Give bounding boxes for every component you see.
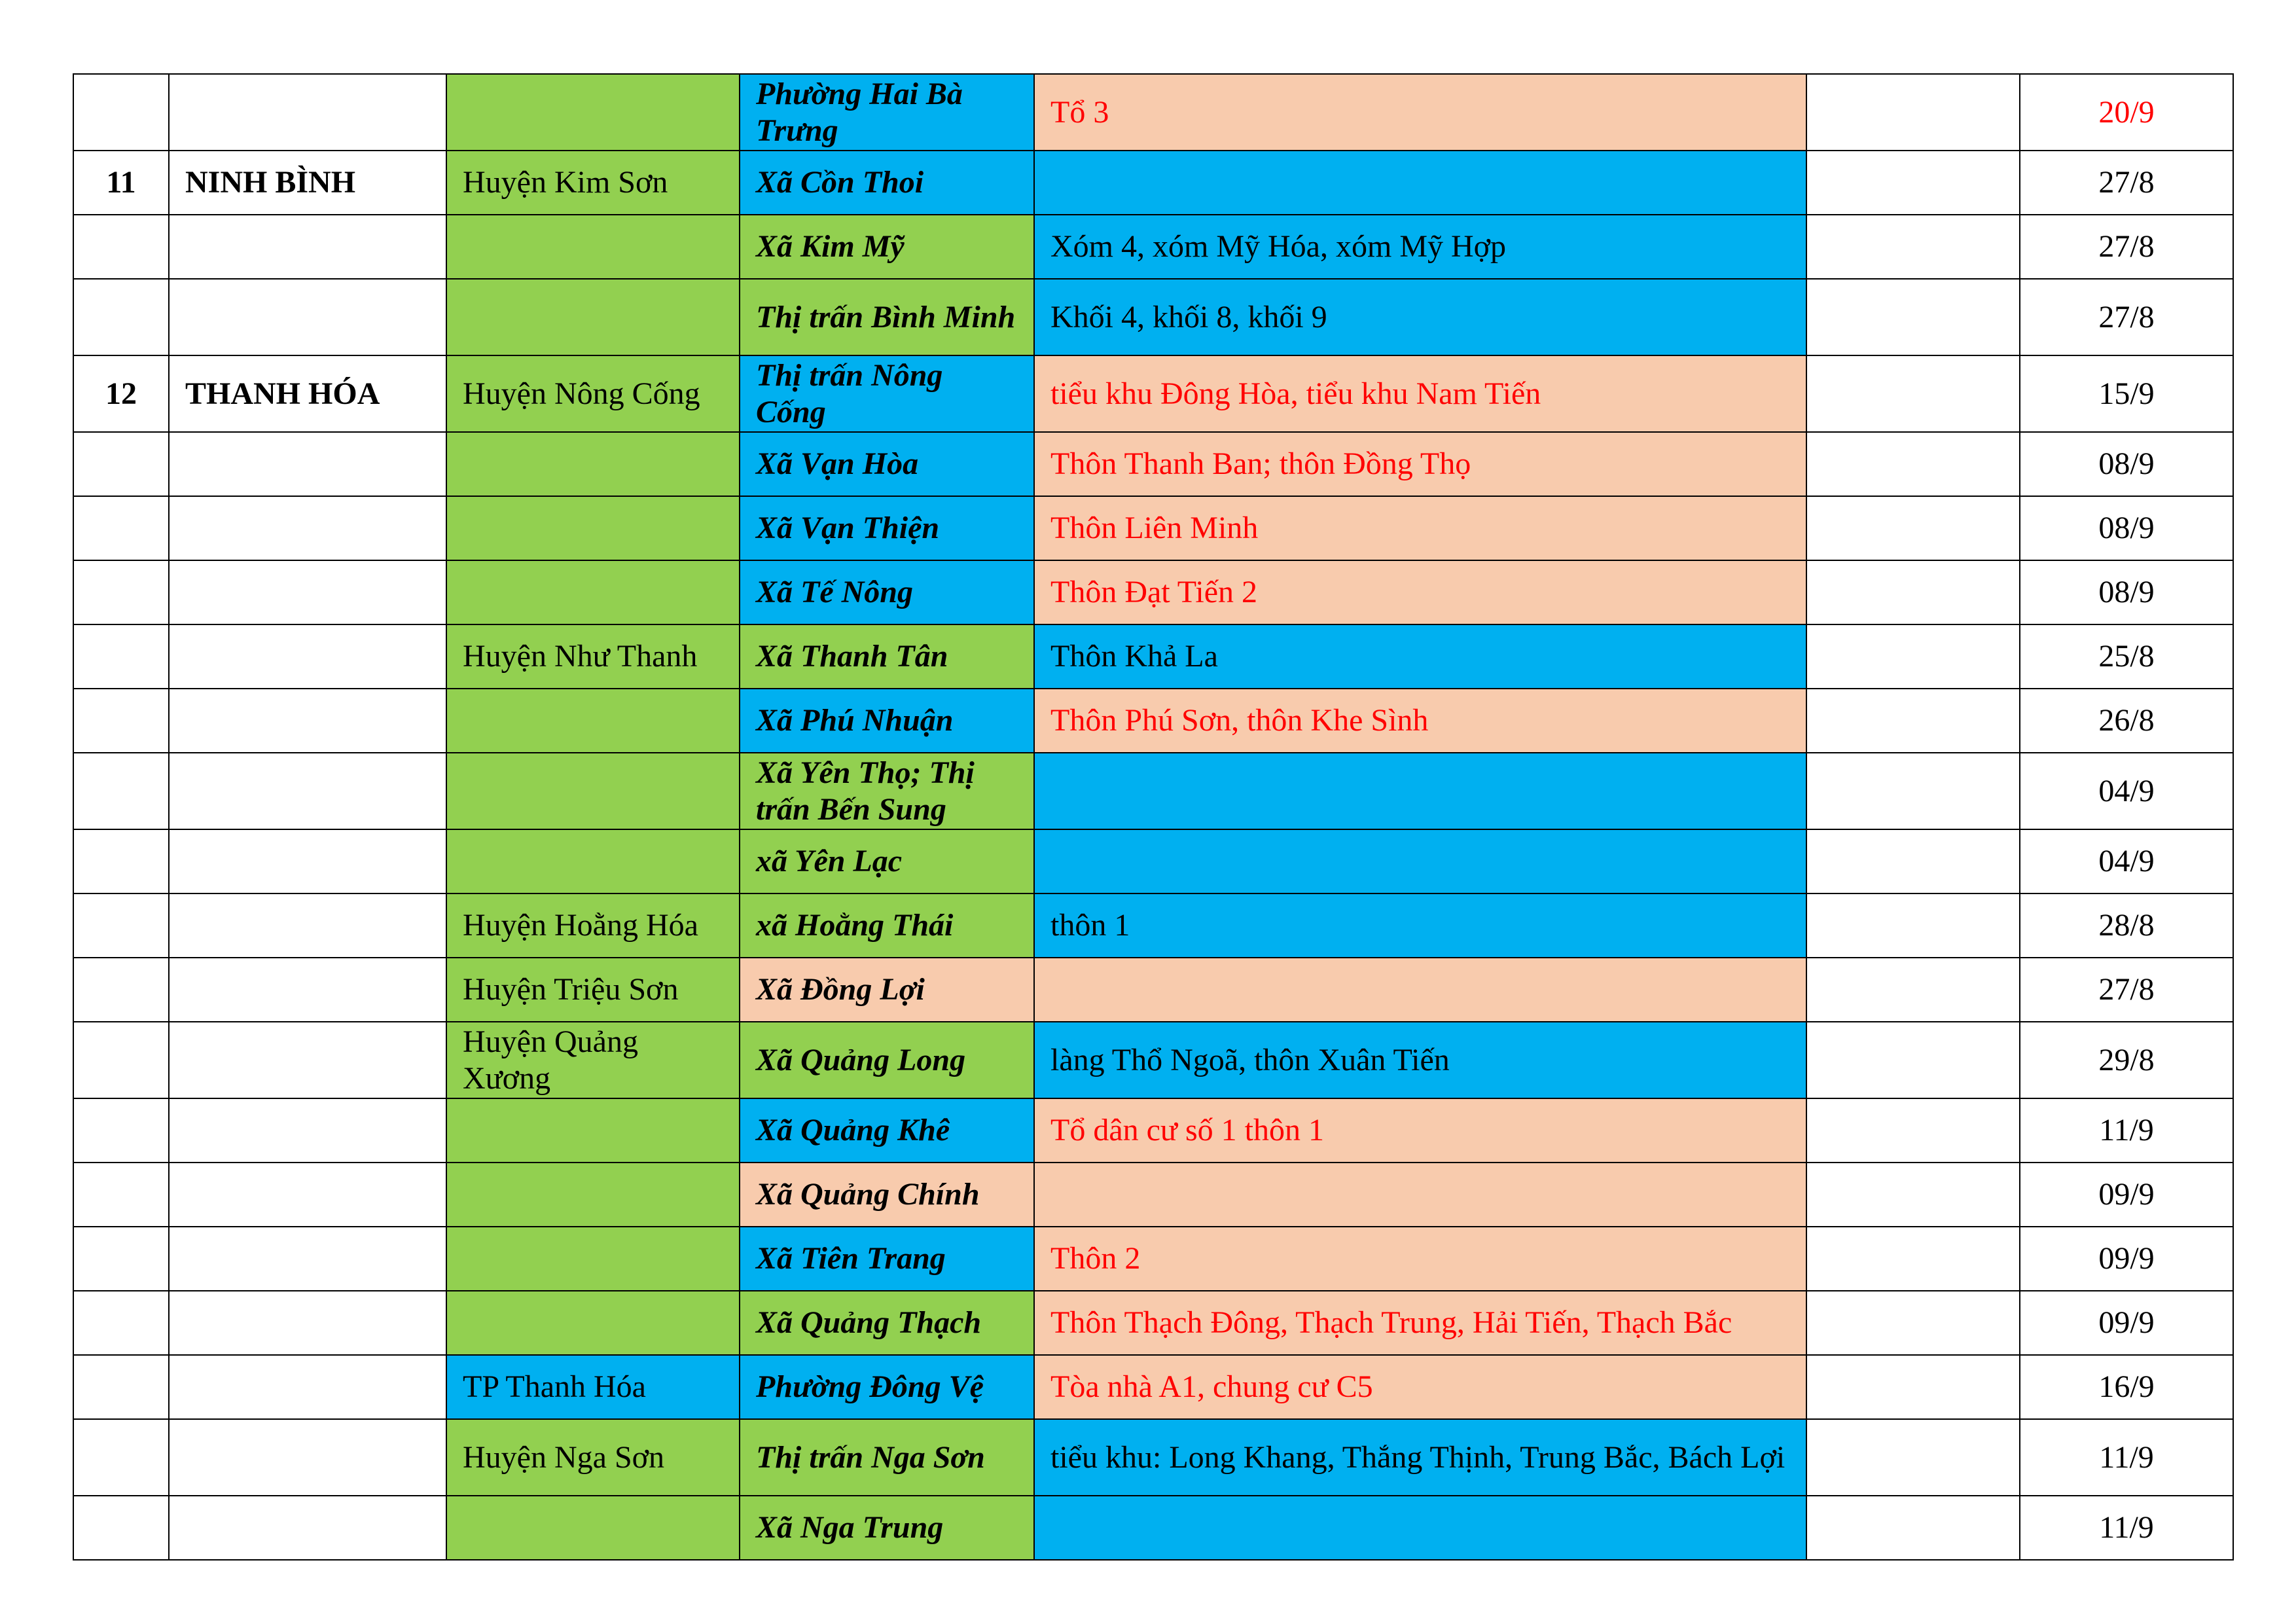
row-number-cell (73, 1419, 169, 1496)
district-cell (446, 74, 740, 151)
date-cell: 08/9 (2020, 432, 2233, 496)
empty-cell (1806, 355, 2020, 432)
ward-cell: Xã Phú Nhuận (740, 689, 1034, 753)
area-cell: Thôn Thanh Ban; thôn Đồng Thọ (1034, 432, 1806, 496)
district-cell (446, 753, 740, 829)
area-cell (1034, 1163, 1806, 1227)
row-number-cell (73, 1355, 169, 1419)
table-row (73, 1098, 2233, 1163)
row-number-cell (73, 958, 169, 1022)
row-number-cell (73, 560, 169, 624)
outbreak-area-table (73, 73, 2234, 1561)
ward-cell: Xã Nga Trung (740, 1496, 1034, 1560)
district-cell: Huyện Quảng Xương (446, 1022, 740, 1098)
district-cell: Huyện Nga Sơn (446, 1419, 740, 1496)
district-cell (446, 279, 740, 355)
area-cell: Thôn Liên Minh (1034, 496, 1806, 560)
province-cell (169, 1496, 446, 1560)
district-cell (446, 1098, 740, 1163)
date-cell: 09/9 (2020, 1291, 2233, 1355)
row-number-cell (73, 74, 169, 151)
ward-cell: Xã Yên Thọ; Thị trấn Bến Sung (740, 753, 1034, 829)
ward-cell: Xã Vạn Hòa (740, 432, 1034, 496)
province-cell (169, 958, 446, 1022)
empty-cell (1806, 1163, 2020, 1227)
date-cell: 16/9 (2020, 1355, 2233, 1419)
district-cell: Huyện Nông Cống (446, 355, 740, 432)
date-cell: 27/8 (2020, 215, 2233, 279)
province-cell (169, 1419, 446, 1496)
date-cell: 11/9 (2020, 1098, 2233, 1163)
date-cell: 27/8 (2020, 958, 2233, 1022)
empty-cell (1806, 432, 2020, 496)
date-cell: 28/8 (2020, 893, 2233, 958)
province-cell: NINH BÌNH (169, 151, 446, 215)
area-cell (1034, 958, 1806, 1022)
ward-cell: Thị trấn Nga Sơn (740, 1419, 1034, 1496)
table-row (73, 1419, 2233, 1496)
area-cell: Xóm 4, xóm Mỹ Hóa, xóm Mỹ Hợp (1034, 215, 1806, 279)
date-cell: 25/8 (2020, 624, 2233, 689)
area-cell: Tổ dân cư số 1 thôn 1 (1034, 1098, 1806, 1163)
area-cell: Thôn Thạch Đông, Thạch Trung, Hải Tiến, Thạch Bắc (1034, 1291, 1806, 1355)
table-row (73, 432, 2233, 496)
table-row (73, 215, 2233, 279)
row-number-cell (73, 279, 169, 355)
ward-cell: Thị trấn Bình Minh (740, 279, 1034, 355)
district-cell (446, 1496, 740, 1560)
area-cell: Thôn Phú Sơn, thôn Khe Sình (1034, 689, 1806, 753)
row-number-cell (73, 1098, 169, 1163)
area-cell: làng Thổ Ngoã, thôn Xuân Tiến (1034, 1022, 1806, 1098)
table-row (73, 496, 2233, 560)
table-row (73, 560, 2233, 624)
ward-cell: Xã Kim Mỹ (740, 215, 1034, 279)
row-number-cell: 12 (73, 355, 169, 432)
date-cell: 20/9 (2020, 74, 2233, 151)
empty-cell (1806, 893, 2020, 958)
row-number-cell (73, 1291, 169, 1355)
district-cell (446, 215, 740, 279)
province-cell (169, 432, 446, 496)
row-number-cell (73, 829, 169, 893)
province-cell (169, 624, 446, 689)
district-cell (446, 496, 740, 560)
province-cell (169, 215, 446, 279)
ward-cell: Xã Thanh Tân (740, 624, 1034, 689)
district-cell: Huyện Hoằng Hóa (446, 893, 740, 958)
province-cell (169, 1098, 446, 1163)
ward-cell: Xã Quảng Chính (740, 1163, 1034, 1227)
area-cell: tiểu khu Đông Hòa, tiểu khu Nam Tiến (1034, 355, 1806, 432)
district-cell: Huyện Triệu Sơn (446, 958, 740, 1022)
table-row (73, 151, 2233, 215)
date-cell: 09/9 (2020, 1227, 2233, 1291)
row-number-cell (73, 1022, 169, 1098)
ward-cell: Phường Đông Vệ (740, 1355, 1034, 1419)
province-cell: THANH HÓA (169, 355, 446, 432)
empty-cell (1806, 1291, 2020, 1355)
ward-cell: Xã Tế Nông (740, 560, 1034, 624)
ward-cell: Xã Tiên Trang (740, 1227, 1034, 1291)
area-cell (1034, 151, 1806, 215)
area-cell: Thôn 2 (1034, 1227, 1806, 1291)
table-row (73, 689, 2233, 753)
province-cell (169, 1227, 446, 1291)
district-cell: Huyện Kim Sơn (446, 151, 740, 215)
date-cell: 04/9 (2020, 753, 2233, 829)
area-cell: Thôn Khả La (1034, 624, 1806, 689)
province-cell (169, 1022, 446, 1098)
empty-cell (1806, 151, 2020, 215)
province-cell (169, 689, 446, 753)
empty-cell (1806, 1419, 2020, 1496)
empty-cell (1806, 689, 2020, 753)
date-cell: 11/9 (2020, 1419, 2233, 1496)
province-cell (169, 753, 446, 829)
row-number-cell (73, 753, 169, 829)
row-number-cell (73, 1496, 169, 1560)
province-cell (169, 560, 446, 624)
empty-cell (1806, 753, 2020, 829)
row-number-cell (73, 215, 169, 279)
empty-cell (1806, 1227, 2020, 1291)
empty-cell (1806, 958, 2020, 1022)
area-cell: tiểu khu: Long Khang, Thắng Thịnh, Trung Bắc, Bách Lợi (1034, 1419, 1806, 1496)
table-row (73, 1163, 2233, 1227)
date-cell: 08/9 (2020, 496, 2233, 560)
empty-cell (1806, 215, 2020, 279)
row-number-cell (73, 432, 169, 496)
row-number-cell (73, 893, 169, 958)
empty-cell (1806, 496, 2020, 560)
table-row (73, 829, 2233, 893)
ward-cell: xã Hoằng Thái (740, 893, 1034, 958)
empty-cell (1806, 1496, 2020, 1560)
district-cell: Huyện Như Thanh (446, 624, 740, 689)
date-cell: 09/9 (2020, 1163, 2233, 1227)
table-row (73, 1022, 2233, 1098)
row-number-cell (73, 624, 169, 689)
date-cell: 27/8 (2020, 151, 2233, 215)
date-cell: 04/9 (2020, 829, 2233, 893)
table-row (73, 1291, 2233, 1355)
empty-cell (1806, 74, 2020, 151)
province-cell (169, 893, 446, 958)
province-cell (169, 74, 446, 151)
province-cell (169, 1163, 446, 1227)
district-cell (446, 432, 740, 496)
area-cell: thôn 1 (1034, 893, 1806, 958)
row-number-cell (73, 1163, 169, 1227)
row-number-cell (73, 496, 169, 560)
date-cell: 27/8 (2020, 279, 2233, 355)
area-cell (1034, 1496, 1806, 1560)
table-row (73, 958, 2233, 1022)
district-cell (446, 1163, 740, 1227)
table-body (73, 74, 2233, 1560)
ward-cell: Xã Quảng Long (740, 1022, 1034, 1098)
table-row (73, 1355, 2233, 1419)
empty-cell (1806, 1355, 2020, 1419)
row-number-cell: 11 (73, 151, 169, 215)
area-cell: Khối 4, khối 8, khối 9 (1034, 279, 1806, 355)
ward-cell: Thị trấn Nông Cống (740, 355, 1034, 432)
row-number-cell (73, 689, 169, 753)
area-cell (1034, 753, 1806, 829)
area-cell (1034, 829, 1806, 893)
table-row (73, 355, 2233, 432)
district-cell (446, 560, 740, 624)
table-row (73, 753, 2233, 829)
empty-cell (1806, 1022, 2020, 1098)
date-cell: 08/9 (2020, 560, 2233, 624)
area-cell: Tổ 3 (1034, 74, 1806, 151)
district-cell (446, 1291, 740, 1355)
district-cell: TP Thanh Hóa (446, 1355, 740, 1419)
area-cell: Thôn Đạt Tiến 2 (1034, 560, 1806, 624)
empty-cell (1806, 624, 2020, 689)
table-row (73, 1496, 2233, 1560)
province-cell (169, 1355, 446, 1419)
empty-cell (1806, 279, 2020, 355)
date-cell: 11/9 (2020, 1496, 2233, 1560)
table-row (73, 74, 2233, 151)
date-cell: 29/8 (2020, 1022, 2233, 1098)
table-row (73, 1227, 2233, 1291)
row-number-cell (73, 1227, 169, 1291)
table-row (73, 624, 2233, 689)
province-cell (169, 1291, 446, 1355)
province-cell (169, 279, 446, 355)
date-cell: 15/9 (2020, 355, 2233, 432)
province-cell (169, 496, 446, 560)
area-cell: Tòa nhà A1, chung cư C5 (1034, 1355, 1806, 1419)
ward-cell: Xã Quảng Khê (740, 1098, 1034, 1163)
empty-cell (1806, 1098, 2020, 1163)
empty-cell (1806, 829, 2020, 893)
ward-cell: Xã Vạn Thiện (740, 496, 1034, 560)
district-cell (446, 1227, 740, 1291)
ward-cell: Phường Hai Bà Trưng (740, 74, 1034, 151)
date-cell: 26/8 (2020, 689, 2233, 753)
district-cell (446, 689, 740, 753)
table-row (73, 279, 2233, 355)
ward-cell: Xã Đồng Lợi (740, 958, 1034, 1022)
ward-cell: Xã Quảng Thạch (740, 1291, 1034, 1355)
empty-cell (1806, 560, 2020, 624)
table-row (73, 893, 2233, 958)
district-cell (446, 829, 740, 893)
province-cell (169, 829, 446, 893)
ward-cell: xã Yên Lạc (740, 829, 1034, 893)
ward-cell: Xã Cồn Thoi (740, 151, 1034, 215)
